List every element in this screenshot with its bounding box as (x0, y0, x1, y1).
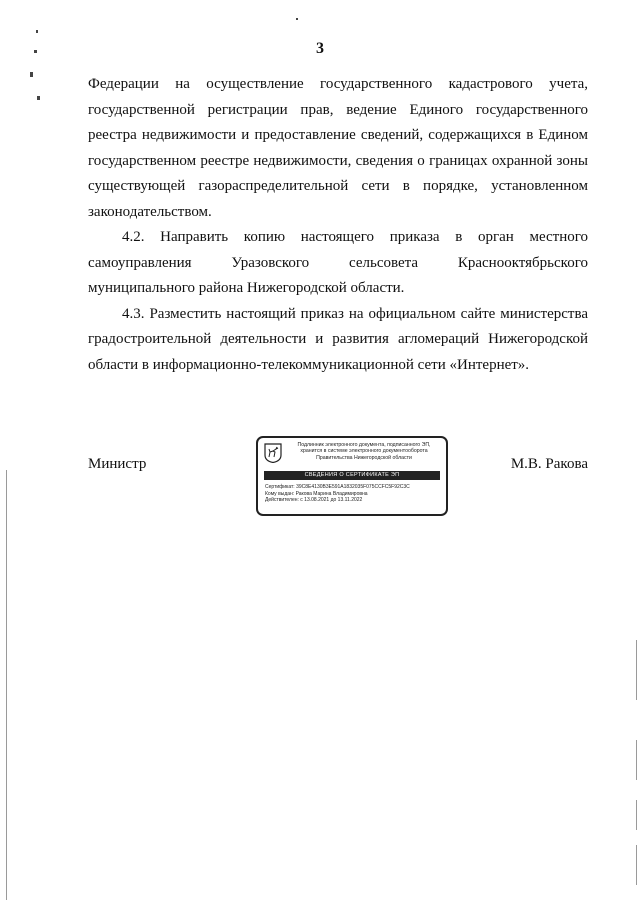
stamp-certificate-bar: СВЕДЕНИЯ О СЕРТИФИКАТЕ ЭП (264, 471, 440, 480)
signatory-title: Министр (88, 456, 147, 472)
certificate-owner: Кому выдан: Ракова Марина Владимировна (265, 490, 368, 497)
certificate-number: Сертификат: 39C8E4130B3E591A1832035F075CCFC5F92C3C (265, 484, 410, 490)
scan-speck (37, 96, 40, 100)
paragraph-4-3: 4.3. Разместить настоящий приказ на официальном сайте министерства градостроительной деятельности и развития агломераций Нижегородской области в информационно-телекоммуникационной сети «Интернет». (88, 305, 588, 373)
scan-speck (36, 30, 38, 33)
paragraph-continuation: Федерации на осуществление государственного кадастрового учета, государственной регистрации прав, ведение Единого государственного реестра недвижимости и предоставление сведений, содержащихся в Едином государственном реестре недвижимости, сведения о границах охранной зоны существующей газораспределительной сети в порядке, установленном законодательством. (88, 76, 588, 220)
scan-edge-line (636, 740, 637, 780)
scan-edge-line (636, 800, 637, 830)
electronic-signature-stamp (256, 436, 448, 516)
stamp-header (286, 442, 442, 461)
stamp-details (265, 484, 441, 504)
scan-speck (34, 50, 37, 53)
stamp-header-line: Подлинник электронного документа, подписанного ЭП, (297, 442, 431, 448)
scan-edge-line (6, 470, 7, 900)
scan-speck (296, 18, 298, 20)
deer-emblem-icon (264, 443, 282, 463)
signature-block (88, 436, 588, 518)
page-number: 3 (316, 40, 324, 57)
document-body (88, 72, 588, 378)
scan-edge-line (636, 640, 637, 700)
certificate-validity: Действителен: с 13.08.2021 до 13.11.2022 (265, 497, 363, 504)
signatory-name: М.В. Ракова (510, 456, 588, 472)
scan-edge-line (636, 845, 637, 885)
paragraph-4-2: 4.2. Направить копию настоящего приказа в орган местного самоуправления Уразовского сельсовета Краснооктябрьского муниципального района Нижегородской области. (88, 229, 588, 296)
stamp-header-line: Правительства Нижегородской области (316, 454, 412, 461)
stamp-header-line: хранится в системе электронного документооборота (300, 448, 428, 455)
scan-speck (30, 72, 33, 77)
